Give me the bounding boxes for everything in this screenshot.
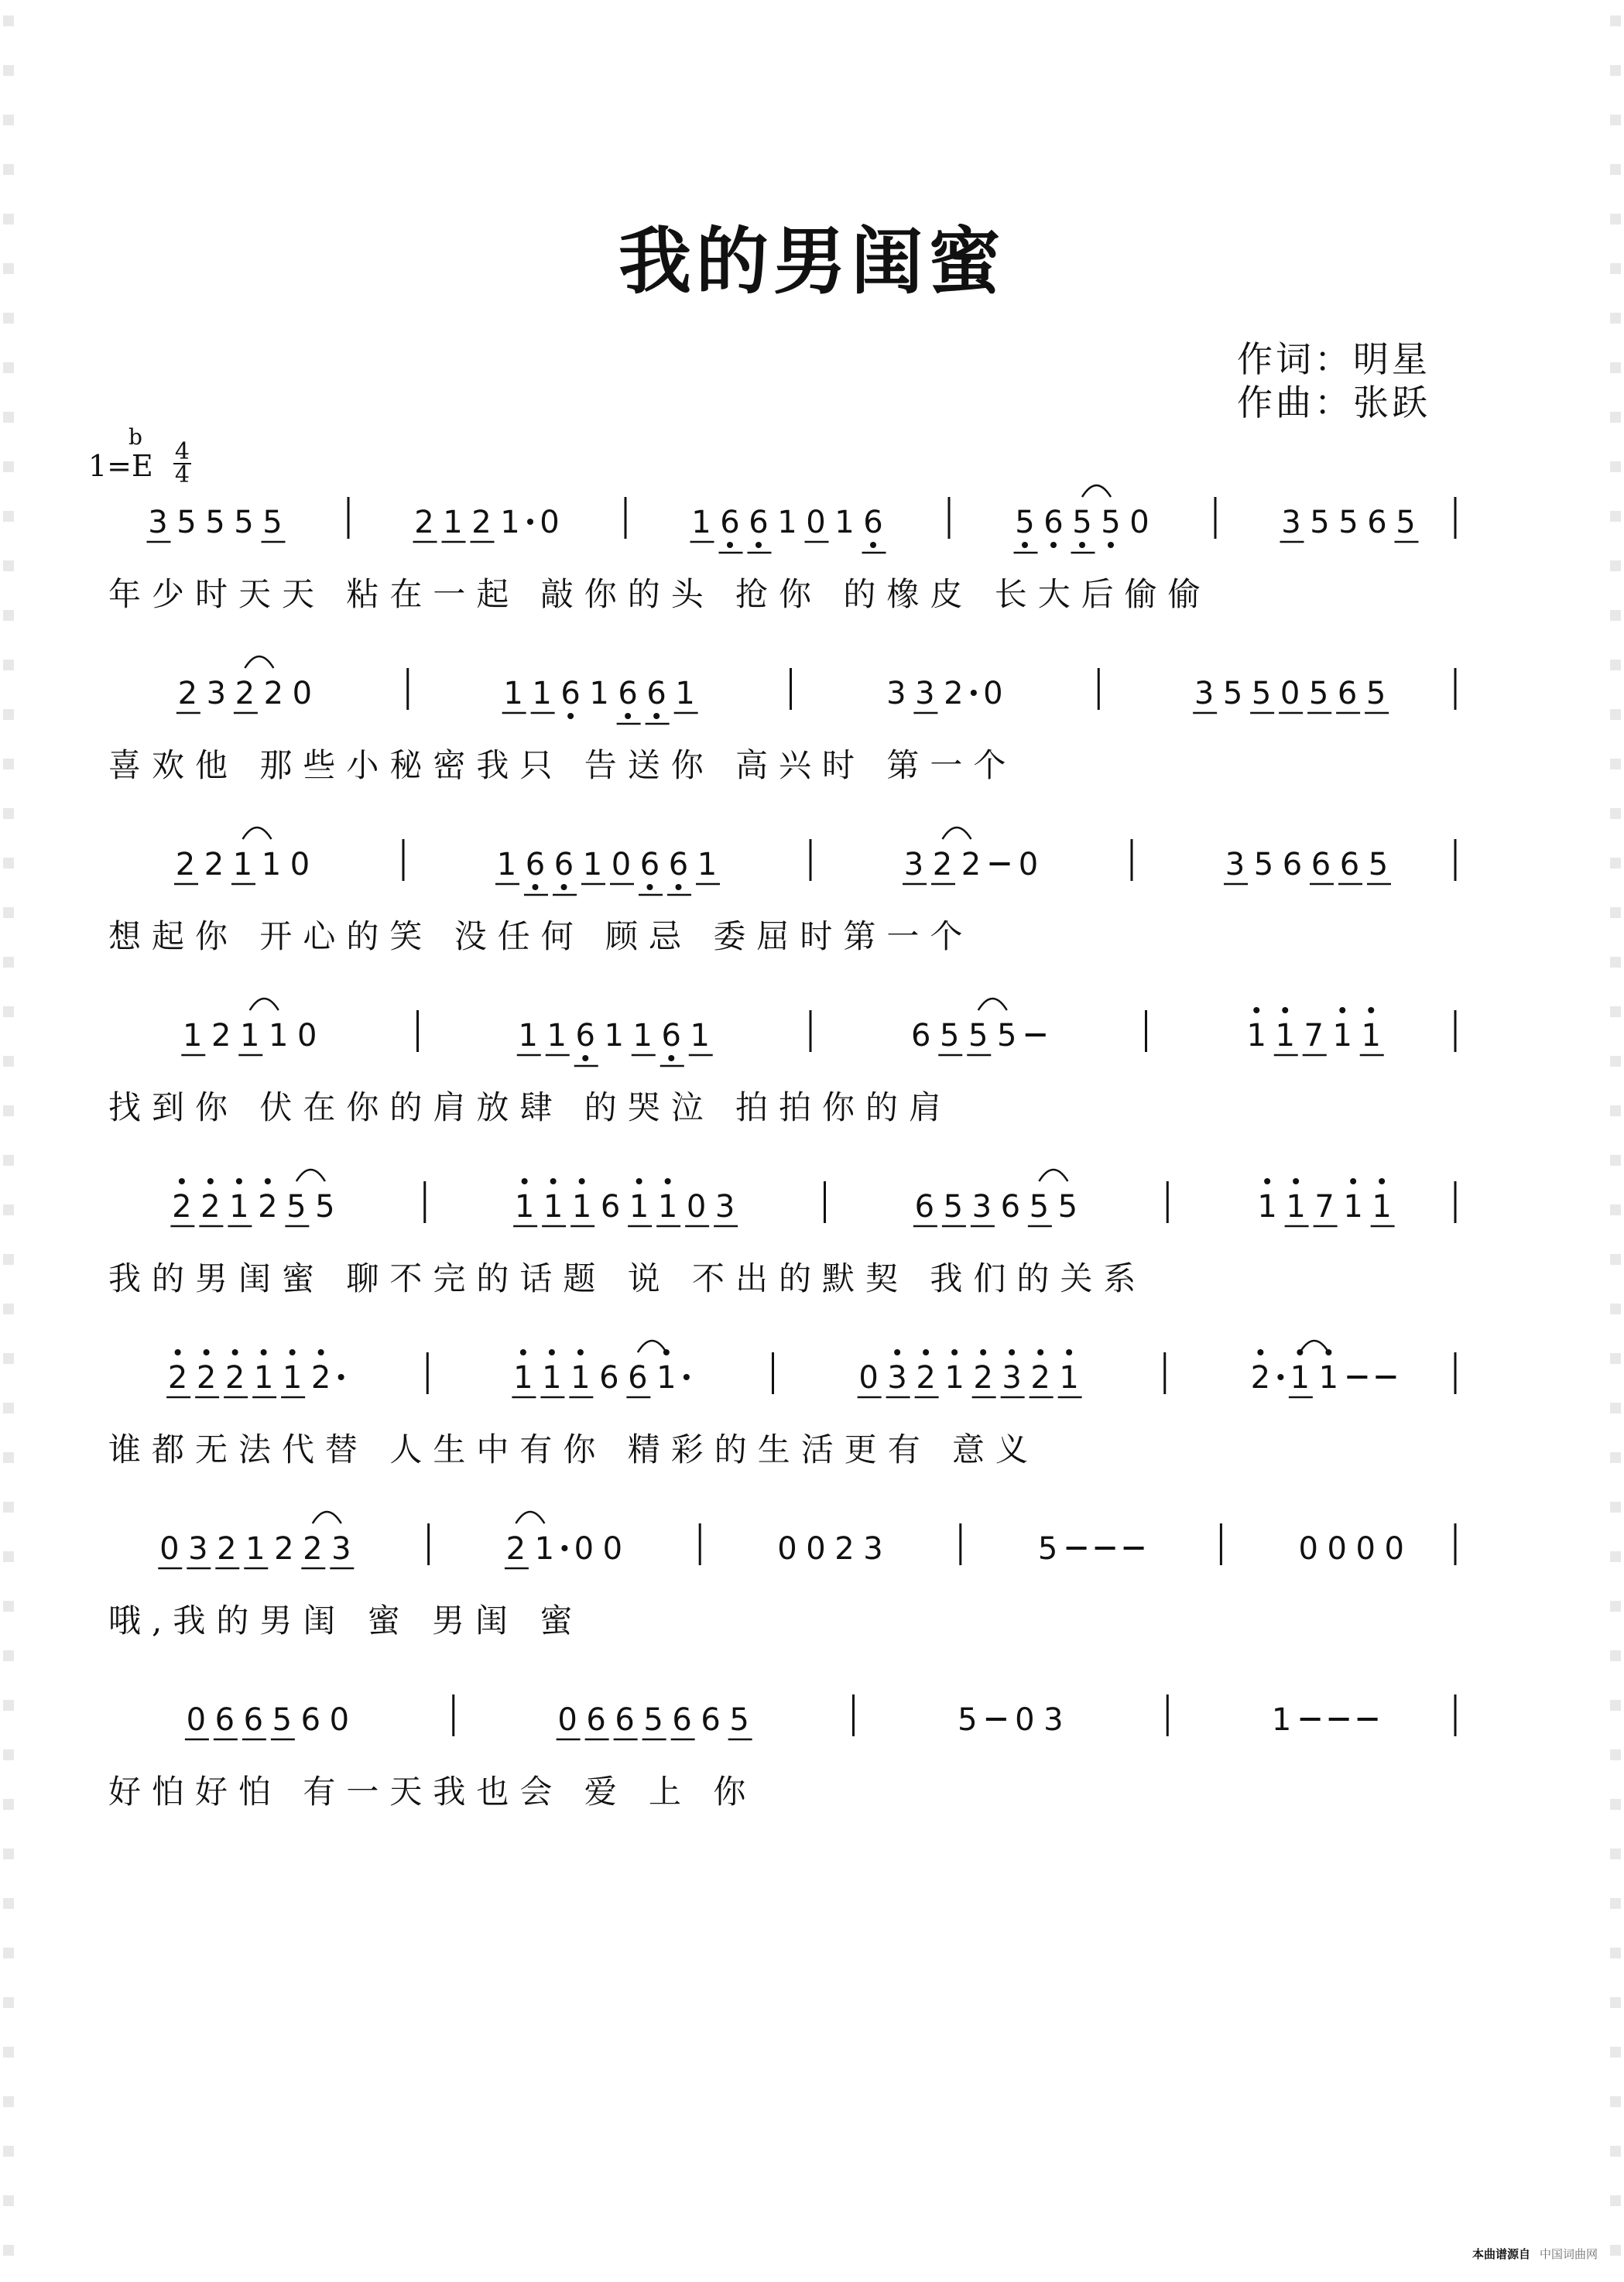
score-note: 0 xyxy=(159,1531,180,1567)
score-note: 5 xyxy=(315,1189,335,1225)
score-note: 1 xyxy=(697,847,718,882)
lyric-line: 找到你 伏在你的肩放肆 的哭泣 拍拍你的肩 xyxy=(108,1088,953,1126)
score-note: 3 xyxy=(148,505,168,540)
octave-down-dot xyxy=(533,884,539,890)
score-note: 1 xyxy=(629,1189,649,1225)
octave-down-dot xyxy=(625,713,631,719)
octave-up-dot xyxy=(579,1178,585,1184)
score-note: 1 xyxy=(1332,1018,1352,1054)
score-note: 2 xyxy=(1030,1360,1050,1396)
score-note: 6 xyxy=(243,1702,264,1738)
score-note: 1 xyxy=(240,1018,260,1054)
score-note: 0 xyxy=(1129,505,1149,540)
score-note: 2 xyxy=(175,847,196,882)
octave-up-dot xyxy=(923,1349,929,1355)
score-note: 1 xyxy=(1257,1189,1277,1225)
score-note: 0 xyxy=(1327,1531,1347,1567)
score-note: 2 xyxy=(973,1360,993,1396)
score-note: 3 xyxy=(887,1360,907,1396)
score-note: 6 xyxy=(1311,847,1331,882)
octave-up-dot xyxy=(175,1349,181,1355)
score-note: 1 xyxy=(1246,1018,1266,1054)
score-note: 2 xyxy=(1250,1360,1271,1396)
score-note: 1 xyxy=(443,505,463,540)
score-note: 2 xyxy=(274,1531,294,1567)
score-note: 5 xyxy=(1029,1189,1050,1225)
octave-up-dot xyxy=(179,1178,185,1184)
octave-up-dot xyxy=(550,1178,557,1184)
time-signature-numerator: 4 xyxy=(174,438,190,465)
score-note: 2 xyxy=(414,505,434,540)
lyric-line: 我的男闺蜜 聊不完的话题 说 不出的默契 我们的关系 xyxy=(108,1259,1147,1297)
lyric-line: 谁都无法代替 人生中有你 精彩的生活更有 意义 xyxy=(108,1431,1040,1468)
octave-up-dot xyxy=(522,1178,528,1184)
score-note: 1 xyxy=(543,1189,564,1225)
augmentation-dot xyxy=(338,1374,344,1380)
score-note: 1 xyxy=(777,505,797,540)
score-note: 3 xyxy=(1225,847,1245,882)
score-note: 6 xyxy=(618,676,638,711)
score-note: 1 xyxy=(1290,1360,1311,1396)
score-note: 5 xyxy=(1365,676,1386,711)
score-note: 1 xyxy=(657,1189,678,1225)
lyric-line: 哦,我的男闺 蜜 男闺 蜜 xyxy=(108,1602,584,1640)
score-note: 3 xyxy=(915,676,935,711)
score-note: 3 xyxy=(331,1531,351,1567)
augmentation-dot xyxy=(1277,1374,1283,1380)
octave-up-dot xyxy=(265,1178,271,1184)
score-note: 6 xyxy=(300,1702,321,1738)
source-label: 本曲谱源自 xyxy=(1472,2247,1530,2261)
octave-up-dot xyxy=(1339,1007,1345,1013)
score-note: 6 xyxy=(575,1018,595,1054)
tie-slur xyxy=(1300,1341,1328,1352)
score-note: 6 xyxy=(553,847,574,882)
score-note: 5 xyxy=(272,1702,293,1738)
score-note: 6 xyxy=(1000,1189,1021,1225)
source-site: 中国词曲网 xyxy=(1539,2247,1598,2261)
score-note: 3 xyxy=(206,676,227,711)
score-note: 1 xyxy=(503,676,523,711)
octave-up-dot xyxy=(636,1178,642,1184)
tie-slur xyxy=(1039,1170,1067,1181)
score-note: 1 xyxy=(1271,1702,1292,1738)
score-note: 0 xyxy=(292,676,313,711)
score-note: 1 xyxy=(269,1018,289,1054)
score-note: 1 xyxy=(518,1018,538,1054)
score-note: 5 xyxy=(1101,505,1121,540)
score-note: 3 xyxy=(863,1531,883,1567)
score-note: 2 xyxy=(224,1360,245,1396)
score-note: 0 xyxy=(611,847,632,882)
score-note: 5 xyxy=(997,1018,1017,1054)
score-note: 2 xyxy=(204,847,224,882)
score-note: 5 xyxy=(943,1189,964,1225)
octave-down-dot xyxy=(668,1055,674,1061)
augmentation-dot xyxy=(971,690,977,696)
octave-down-dot xyxy=(653,713,660,719)
score-note: 2 xyxy=(167,1360,188,1396)
score-note: 2 xyxy=(471,505,492,540)
score-note: 1 xyxy=(542,1360,562,1396)
score-note: 6 xyxy=(615,1702,635,1738)
score-note: 1 xyxy=(1372,1189,1392,1225)
score-note: 0 xyxy=(297,1018,317,1054)
octave-up-dot xyxy=(549,1349,555,1355)
score-note: 2 xyxy=(961,847,982,882)
score-note: 0 xyxy=(1280,676,1300,711)
octave-up-dot xyxy=(1379,1178,1385,1184)
score-note: 2 xyxy=(172,1189,192,1225)
octave-up-dot xyxy=(236,1178,242,1184)
octave-up-dot xyxy=(1264,1178,1270,1184)
score-note: 6 xyxy=(560,676,581,711)
score-note: 0 xyxy=(1298,1531,1318,1567)
score-note: 6 xyxy=(600,1189,621,1225)
tie-slur xyxy=(243,827,272,839)
score-note: 1 xyxy=(500,505,520,540)
score-note: 0 xyxy=(806,505,826,540)
score-note: 1 xyxy=(229,1189,249,1225)
score-note: 0 xyxy=(574,1531,594,1567)
score-note: 6 xyxy=(586,1702,606,1738)
tie-slur xyxy=(943,827,971,839)
score-note: 2 xyxy=(310,1360,331,1396)
octave-up-dot xyxy=(1066,1349,1072,1355)
lyric-line: 年少时天天 粘在一起 敲你的头 抢你 的橡皮 长大后偷偷 xyxy=(108,575,1211,613)
tie-slur xyxy=(978,999,1007,1010)
score-note: 3 xyxy=(714,1189,735,1225)
score-note: 6 xyxy=(599,1360,619,1396)
score-note: 1 xyxy=(589,676,609,711)
octave-up-dot xyxy=(318,1349,324,1355)
octave-up-dot xyxy=(261,1349,267,1355)
score-note: 1 xyxy=(253,1360,274,1396)
octave-up-dot xyxy=(665,1178,671,1184)
score-note: 7 xyxy=(1314,1189,1334,1225)
score-note: 3 xyxy=(1002,1360,1022,1396)
octave-up-dot xyxy=(1257,1349,1263,1355)
octave-up-dot xyxy=(1293,1178,1299,1184)
score-note: 5 xyxy=(1310,505,1330,540)
score-note: 5 xyxy=(1037,1531,1058,1567)
score-note: 1 xyxy=(834,505,855,540)
score-note: 2 xyxy=(932,847,953,882)
score-note: 1 xyxy=(656,1360,677,1396)
score-note: 0 xyxy=(602,1531,623,1567)
score-note: 5 xyxy=(940,1018,960,1054)
score-note: 0 xyxy=(1355,1531,1376,1567)
score-note: 6 xyxy=(668,847,689,882)
score-note: 7 xyxy=(1304,1018,1324,1054)
lyricist-credit: 作词：明星 xyxy=(1237,338,1430,380)
augmentation-dot xyxy=(561,1545,567,1551)
score-note: 6 xyxy=(525,847,546,882)
score-note: 0 xyxy=(290,847,310,882)
tie-slur xyxy=(245,656,273,668)
score-note: 2 xyxy=(217,1531,237,1567)
octave-down-dot xyxy=(1108,542,1114,548)
score-note: 1 xyxy=(570,1360,591,1396)
score-note: 3 xyxy=(1194,676,1215,711)
score-note: 0 xyxy=(806,1531,826,1567)
score-note: 2 xyxy=(834,1531,855,1567)
score-note: 2 xyxy=(196,1360,217,1396)
tie-slur xyxy=(296,1170,325,1181)
score-note: 1 xyxy=(582,847,603,882)
score-note: 3 xyxy=(188,1531,208,1567)
score-note: 0 xyxy=(777,1531,797,1567)
score-note: 3 xyxy=(886,676,906,711)
score-note: 2 xyxy=(916,1360,936,1396)
score-note: 1 xyxy=(1318,1360,1339,1396)
score-note: 0 xyxy=(186,1702,207,1738)
score-note: 1 xyxy=(691,505,711,540)
octave-up-dot xyxy=(204,1349,210,1355)
octave-down-dot xyxy=(1022,542,1028,548)
score-note: 5 xyxy=(1057,1189,1078,1225)
score-note: 6 xyxy=(214,1702,235,1738)
score-note: 3 xyxy=(1043,1702,1064,1738)
score-note: 1 xyxy=(632,1018,653,1054)
octave-up-dot xyxy=(290,1349,296,1355)
score-note: 1 xyxy=(183,1018,203,1054)
score-note: 1 xyxy=(944,1360,964,1396)
score-note: 6 xyxy=(1339,847,1360,882)
score-note: 5 xyxy=(729,1702,749,1738)
score-note: 6 xyxy=(1043,505,1064,540)
octave-up-dot xyxy=(1253,1007,1259,1013)
key-tonic: E xyxy=(132,448,153,483)
score-note: 5 xyxy=(1072,505,1092,540)
octave-up-dot xyxy=(577,1349,584,1355)
score-note: 2 xyxy=(235,676,255,711)
octave-down-dot xyxy=(676,884,682,890)
score-note: 3 xyxy=(971,1189,992,1225)
score-note: 6 xyxy=(863,505,883,540)
score-note: 1 xyxy=(1343,1189,1363,1225)
octave-up-dot xyxy=(1037,1349,1043,1355)
score-note: 6 xyxy=(720,505,740,540)
octave-down-dot xyxy=(755,542,762,548)
octave-up-dot xyxy=(1368,1007,1374,1013)
octave-down-dot xyxy=(647,884,653,890)
octave-up-dot xyxy=(207,1178,214,1184)
octave-up-dot xyxy=(232,1349,238,1355)
score-note: 0 xyxy=(540,505,560,540)
score-note: 5 xyxy=(1253,847,1274,882)
octave-up-dot xyxy=(980,1349,986,1355)
score-note: 1 xyxy=(1286,1189,1306,1225)
score-note: 0 xyxy=(858,1360,879,1396)
score-note: 1 xyxy=(571,1189,592,1225)
score-note: 0 xyxy=(983,676,1003,711)
flat-sign: b xyxy=(128,424,142,450)
score-note: 5 xyxy=(1368,847,1389,882)
score-note: 6 xyxy=(911,1018,931,1054)
score-note: 2 xyxy=(211,1018,231,1054)
score-note: 5 xyxy=(1308,676,1329,711)
score-note: 6 xyxy=(646,676,666,711)
score-note: 1 xyxy=(282,1360,303,1396)
octave-down-dot xyxy=(1050,542,1057,548)
score-note: 1 xyxy=(534,1531,555,1567)
augmentation-dot xyxy=(684,1374,690,1380)
score-note: 2 xyxy=(177,676,198,711)
octave-down-dot xyxy=(561,884,567,890)
octave-down-dot xyxy=(727,542,733,548)
octave-down-dot xyxy=(870,542,876,548)
score-note: 1 xyxy=(1361,1018,1381,1054)
score-note: 5 xyxy=(1222,676,1243,711)
octave-down-dot xyxy=(567,713,574,719)
score-note: 6 xyxy=(701,1702,721,1738)
score-note: 6 xyxy=(639,847,660,882)
score-note: 2 xyxy=(200,1189,221,1225)
octave-down-dot xyxy=(582,1055,588,1061)
score-note: 0 xyxy=(1384,1531,1404,1567)
score-note: 1 xyxy=(546,1018,567,1054)
composer-credit: 作曲：张跃 xyxy=(1237,382,1430,423)
tie-slur xyxy=(313,1512,341,1523)
score-note: 5 xyxy=(1396,505,1416,540)
lyric-line: 想起你 开心的笑 没任何 顾忌 委屈时第一个 xyxy=(108,917,974,955)
score-note: 6 xyxy=(661,1018,681,1054)
augmentation-dot xyxy=(527,519,533,525)
score-note: 1 xyxy=(675,676,695,711)
score-note: 1 xyxy=(232,847,253,882)
score-note: 5 xyxy=(286,1189,307,1225)
octave-down-dot xyxy=(1079,542,1085,548)
score-note: 3 xyxy=(903,847,924,882)
score-note: 6 xyxy=(628,1360,648,1396)
score-note: 6 xyxy=(1282,847,1303,882)
score-note: 0 xyxy=(557,1702,577,1738)
lyric-line: 喜欢他 那些小秘密我只 告送你 高兴时 第一个 xyxy=(108,746,1017,784)
score-note: 5 xyxy=(1251,676,1272,711)
score-note: 1 xyxy=(1275,1018,1295,1054)
score-note: 1 xyxy=(690,1018,710,1054)
tie-slur xyxy=(250,999,279,1010)
score-note: 2 xyxy=(505,1531,526,1567)
score-note: 5 xyxy=(234,505,254,540)
score-note: 0 xyxy=(686,1189,707,1225)
score-note: 2 xyxy=(263,676,284,711)
octave-up-dot xyxy=(1350,1178,1356,1184)
score-note: 1 xyxy=(245,1531,266,1567)
score-note: 2 xyxy=(303,1531,323,1567)
score-note: 2 xyxy=(944,676,964,711)
score-note: 6 xyxy=(1367,505,1387,540)
score-note: 5 xyxy=(1338,505,1358,540)
score-note: 6 xyxy=(1337,676,1358,711)
score-note: 5 xyxy=(968,1018,988,1054)
score-note: 1 xyxy=(261,847,282,882)
octave-up-dot xyxy=(951,1349,958,1355)
octave-up-dot xyxy=(894,1349,900,1355)
octave-up-dot xyxy=(520,1349,526,1355)
score-note: 2 xyxy=(258,1189,278,1225)
score-note: 5 xyxy=(643,1702,663,1738)
score-note: 6 xyxy=(749,505,769,540)
score-note: 6 xyxy=(914,1189,935,1225)
score-note: 0 xyxy=(1018,847,1039,882)
score-note: 0 xyxy=(329,1702,350,1738)
score-note: 1 xyxy=(513,1360,533,1396)
score-note: 3 xyxy=(1281,505,1301,540)
tie-slur xyxy=(638,1341,666,1352)
lyric-line: 好怕好怕 有一天我也会 爱 上 你 xyxy=(108,1773,757,1811)
octave-up-dot xyxy=(1009,1349,1015,1355)
score-note: 5 xyxy=(1015,505,1035,540)
score-note: 1 xyxy=(496,847,517,882)
key-prefix: 1= xyxy=(88,448,132,483)
score-note: 6 xyxy=(672,1702,692,1738)
tie-slur xyxy=(1082,485,1111,497)
song-title: 我的男闺蜜 xyxy=(618,219,1006,304)
score-note: 1 xyxy=(514,1189,535,1225)
score-note: 1 xyxy=(532,676,552,711)
score-note: 1 xyxy=(1059,1360,1079,1396)
time-signature-denominator: 4 xyxy=(174,461,190,488)
tie-slur xyxy=(516,1512,544,1523)
score-note: 5 xyxy=(176,505,197,540)
score-note: 5 xyxy=(958,1702,978,1738)
source-footer xyxy=(1472,2246,1598,2262)
octave-up-dot xyxy=(1282,1007,1288,1013)
score-note: 0 xyxy=(1015,1702,1035,1738)
score-note: 5 xyxy=(205,505,225,540)
score-note: 5 xyxy=(262,505,283,540)
score-note: 1 xyxy=(604,1018,624,1054)
